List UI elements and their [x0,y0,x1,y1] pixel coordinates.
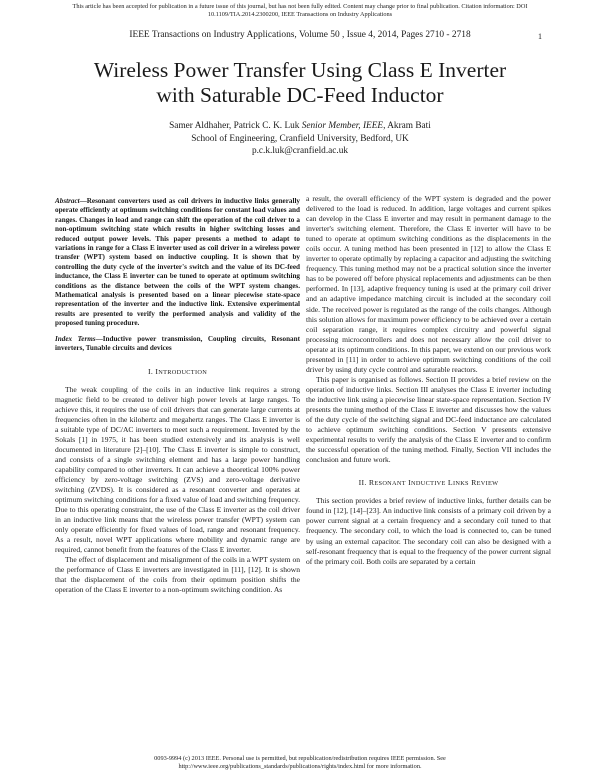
section-2-heading [306,478,551,489]
notice-line-1: This article has been accepted for publication in a future issue of this journal, but has not been fully edited. Content may change prior to final publication. Citation information: DOI [72,3,528,10]
authors-part-b: , Akram Bati [383,121,431,131]
author-role: Senior Member, IEEE [301,121,384,131]
section-1-rest: NTRODUCTION [158,368,208,376]
paragraph: The weak coupling of the coils in an inductive link requires a strong magnetic field to be created to deliver high power levels at large ranges. To achieve this, it requires the use of coil drivers that can generate large currents at frequencies often in the kilohertz and megahertz ranges. The Class E inverter is a suitable type of DC/AC inverters to meet such a requirement. Invented by the Sokals [1] in 1975, it has been studied extensively and its analysis is well documented in literature [2]–[10]. The Class E inverter is simple to construct, and consists of a single switching element and has a large power handling capability compared to other inverters. It can achieve a theoretical 100% power efficiency by zero-voltage switching (ZVS) and zero-voltage derivative switching (ZVDS). It is considered as a resonant converter and operates at optimum switching conditions for a fixed value of load and switching frequency. Due to this operating constraint, the use of the Class E inverter as the coil driver in an inductive link means that the wireless power transfer (WPT) system can only operate efficiently for fixed values of load, range and resonant frequency. As a result, novel WPT applications where mobility and dynamic range are required, cannot benefit from the features of the Class E inverter. [55,384,300,555]
section-1-numeral: I. [147,366,154,376]
email[interactable]: p.c.k.luk@cranfield.ac.uk [251,146,349,156]
affiliation: School of Engineering, Cranfield University, Bedford, UK [191,133,409,144]
footer-line-1: 0093-9994 (c) 2013 IEEE. Personal use is permitted, but republication/redistribution requires IEEE permission. See [154,755,446,762]
title-line-2: with Saturable DC-Feed Inductor [156,83,444,107]
title-line-1: Wireless Power Transfer Using Class E Inverter [93,58,507,82]
notice-line-2: 10.1109/TIA.2014.2300200, IEEE Transactions on Industry Applications [207,11,393,19]
authors-part-a: Samer Aldhaher, Patrick C. K. Luk [169,121,300,131]
copyright-footer [30,755,570,771]
abstract-text: —Resonant converters used as coil drivers in inductive links generally operate efficiently at optimum switching conditions for constant load values and ranges. Changes in load and range can shift the operation of the coil driver to a non-optimum switching state which results in higher switching losses and reduced output power levels. This paper presents a method to adapt to variations in range for a Class E inverter used as coil driver in a wireless power transfer (WPT) system based on inductive coupling. It is shown that by controlling the duty cycle of the inverter's switch and the value of its DC-feed inductance, the Class E inverter can be tuned to operate at optimum switching conditions as the distance between the coils of the WPT system changes. Mathematical analysis is presented based on a linear piecewise state-space representation of the inverter and the inductive link. Extensive experimental results are presented to verify the performed analysis and validity of the proposed tuning procedure. [55,197,300,328]
index-terms-text: —Inductive power transmission, Coupling circuits, Resonant inverters, Tunable circuits and devices [55,334,300,353]
h2-rest: NDUCTIVE [411,480,446,488]
paragraph: The effect of displacement and misalignment of the coils in a WPT system on the performance of Class E inverters are investigated in [11], [12]. It is shown that the displacement of the coils from their optimum position shifts the operation of the Class E inverter to a non-optimum switching condition. As [55,555,300,595]
right-column [306,194,551,567]
paragraph-continued: a result, the overall efficiency of the WPT system is degraded and the power delivered to the load is reduced. In addition, large voltages and current spikes can develop in the Class E inverter and may result in permanent damage to the inverter's switching element. Therefore, the Class E inverter will have to be tuned to operate at optimum switching conditions as the displacements in the coils occur. A tuning method has been presented in [12] to allow the Class E inverter to operate optimally by replacing a capacitor and adjusting the switching frequency. This tuning method may not be a practical solution since the inverter has to be powered off before physical replacements and adjustments can be then performed. In [13], adaptive frequency tuning is used at the primary coil driver and an adaptive impedance matching circuit is included at the secondary coil side. The received power is regulated as the range of the coils changes. Although this solution allows for maximum power efficiency to be achieved over a certain coil separation range, it requires complex circuitry and powerful signal processing microcontrollers and does not necessary allow the coil driver to operate at its optimum conditions. In this paper, we extend on our previous work presented in [11] in order to achieve optimum switching conditions of the coil driver by using duty cycle control and saturable reactors. [306,194,551,374]
running-header: IEEE Transactions on Industry Applications, Volume 50 , Issue 4, 2014, Pages 2710 - 2718 [129,30,471,40]
left-column [55,197,300,596]
abstract [55,197,300,329]
footer-link[interactable]: http://www.ieee.org/publications_standards/publications/rights/index.html for more information. [178,763,422,770]
paragraph: This paper is organised as follows. Section II provides a brief review on the operation of inductive links. Section III analyses the Class E inverter including the inductive link using a piecewise linear state-space representation. Section IV presents the tuning method of the Class E inverter and discusses how the values of the duty cycle of the switching signal and DC-feed inductance are calculated to achieve optimum switching conditions. Section V presents extensive experimental results to verify the analysis of the Class E inverter and to confirm the successful operation of the tuning method. Finally, Section VII includes the conclusion and future work. [306,374,551,465]
author-names [40,120,560,133]
h2-initial: I [408,478,412,488]
section-1-heading [55,367,300,378]
h2-initial: R [471,478,477,488]
author-block [40,120,560,158]
index-terms [55,335,300,354]
abstract-label: Abstract [55,197,80,205]
section-1-initial: I [155,366,159,376]
h2-rest: EVIEW [476,480,499,488]
paragraph: This section provides a brief review of inductive links, further details can be found in [12], [14]–[23]. An inductive link consists of a primary coil driven by a power current signal at a certain frequency and a secondary coil tuned to that frequency. The secondary coil, to which the load is connected to, can be tuned by using an external capacitor. The secondary coil can also be designed with a self-resonant frequency that is equal to the frequency of the power current signal of the primary coil. Both coils are separated by a certain [306,496,551,566]
paper-title [40,58,560,108]
h2-initial: R [368,478,375,488]
h2-rest: INKS [452,480,469,488]
h2-rest: ESONANT [374,480,406,488]
index-terms-label: Index Terms [55,334,96,343]
page-number: 1 [538,32,542,41]
h2-initial: L [447,478,453,488]
publication-notice [8,3,592,19]
section-2-numeral: II. [358,478,367,488]
